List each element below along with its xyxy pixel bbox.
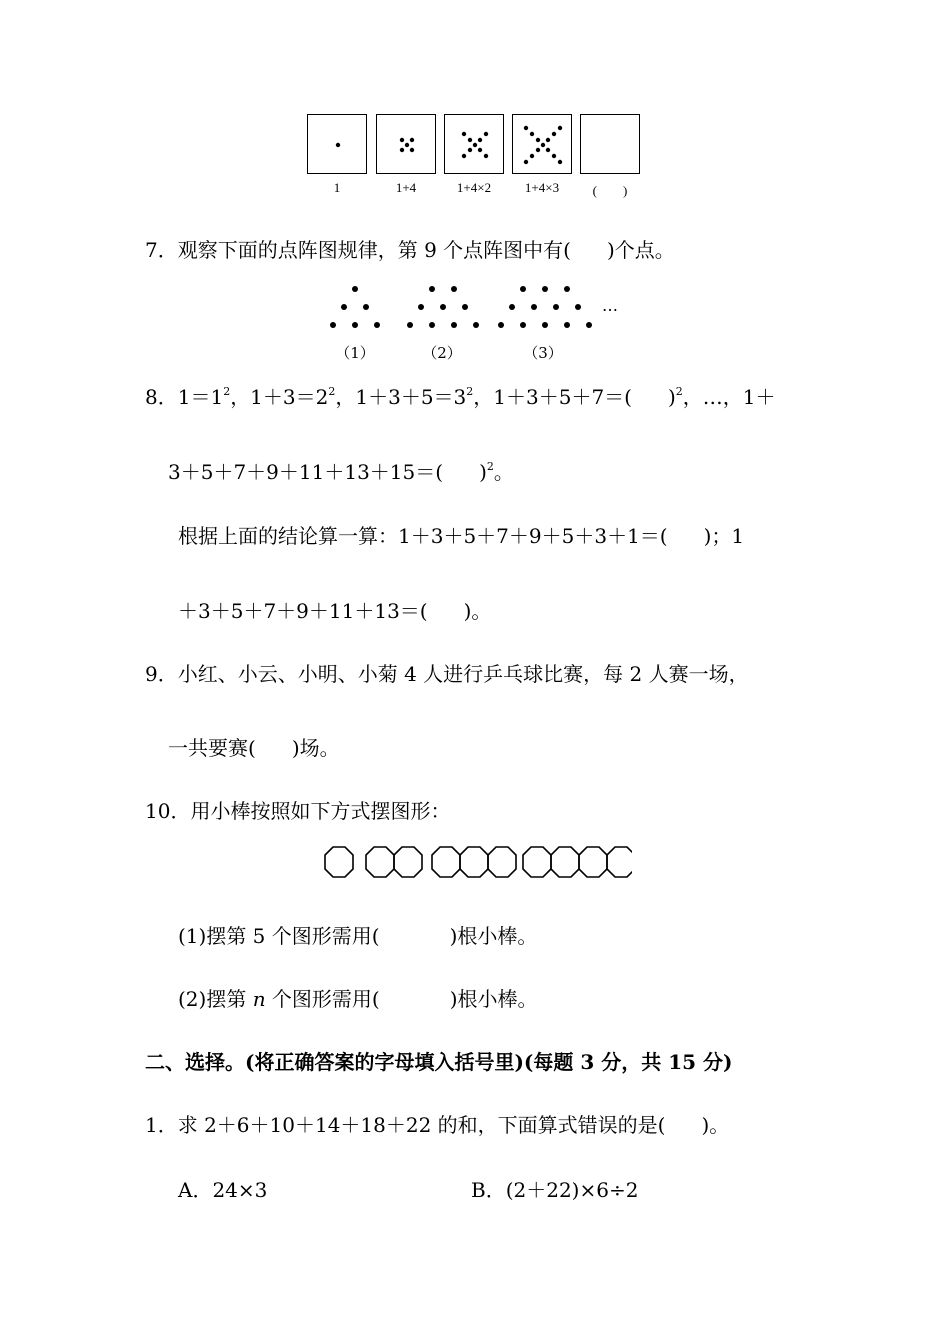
triangle-label-1: （1） [335,344,375,362]
octagon-fig1-1 [325,847,353,877]
q8-line-1 [145,383,776,411]
triangle-ellipsis: … [602,296,618,315]
q8-exp-2: 2 [328,385,336,398]
octagon-figure [322,845,632,881]
dot-caption-1: 1 [333,180,341,195]
dot-square-5-empty [580,114,640,174]
octagon-fig2-2 [394,847,422,877]
q8-l2-b: ) [479,460,487,484]
dot-caption-2: 1+4 [395,180,417,195]
dot-caption-4: 1+4×3 [524,180,560,195]
mc1-option-a[interactable]: A．24×3 [178,1178,268,1202]
q8-l3-b: )；1 [703,524,745,548]
q7-text-b: )个点。 [606,238,675,262]
q10-sub2-b: 个图形需用( [265,987,380,1011]
q7-text [145,236,675,264]
triangle-dot-patterns [320,280,630,340]
q8-l2-a: 3＋5＋7＋9＋11＋13＋15＝( [168,460,444,484]
octagon-fig4-4 [607,847,632,877]
dot-pattern-2 [377,115,437,175]
octagon-fig3-1 [432,847,460,877]
triangle-label-2: （2） [422,344,462,362]
octagon-fig3-2 [460,847,488,877]
q9-l2-b: )场。 [291,736,340,760]
mc1-question-b: )。 [701,1113,730,1137]
octagon-fig2-1 [366,847,394,877]
dot-caption-3: 1+4×2 [456,180,492,195]
octagon-fig4-1 [523,847,551,877]
dot-square-4 [512,114,572,174]
q8-l4-b: )。 [463,599,492,623]
q8-line-4 [178,597,491,625]
octagon-fig4-2 [551,847,579,877]
q8-l1-d: ，1＋3＋5＋7＝( [473,385,632,409]
q10-sub2-c: )根小棒。 [449,987,538,1011]
q9-line-2 [168,734,340,762]
q8-l3-a: 根据上面的结论算一算：1＋3＋5＋7＋9＋5＋3＋1＝( [178,524,668,548]
q8-line-2 [168,458,514,486]
q8-l2-c: 。 [493,460,514,484]
q10-sub1-a: (1)摆第 5 个图形需用( [178,924,380,948]
q10-title: 10．用小棒按照如下方式摆图形： [145,799,451,823]
q10-sub1-b: )根小棒。 [449,924,538,948]
dot-pattern-1 [308,115,368,175]
q8-l1-b: ，1＋3＝2 [230,385,329,409]
q8-l1-a: 8．1＝1 [145,385,224,409]
q8-line-3 [178,522,744,550]
triangle-pattern-1 [330,286,380,328]
q8-exp-3: 2 [466,385,474,398]
q10-sub2-a: (2)摆第 [178,987,253,1011]
octagon-fig3-3 [488,847,516,877]
q8-exp-4: 2 [675,385,683,398]
q8-l1-e: ) [667,385,676,409]
triangle-pattern-3 [498,286,592,328]
q9-line-1: 9．小红、小云、小明、小菊 4 人进行乒乓球比赛，每 2 人赛一场， [145,662,749,686]
q9-l2-a: 一共要赛( [168,736,256,760]
dot-square-1 [307,114,367,174]
q8-l4-a: ＋3＋5＋7＋9＋11＋13＝( [178,599,428,623]
q8-exp-1: 2 [223,385,231,398]
dot-caption-5: ( ) [592,183,628,198]
mc1-option-b[interactable]: B．(2＋22)×6÷2 [471,1178,639,1202]
q7-text-a: 7．观察下面的点阵图规律，第 9 个点阵图中有( [145,238,571,262]
q8-l1-f: ，…，1＋ [682,385,776,409]
dot-pattern-4 [513,115,573,175]
dot-pattern-3 [445,115,505,175]
triangle-label-3: （3） [523,344,563,362]
mc1-question-a: 1．求 2＋6＋10＋14＋18＋22 的和，下面算式错误的是( [145,1113,666,1137]
dot-square-2 [376,114,436,174]
octagon-fig4-3 [579,847,607,877]
q8-exp-5: 2 [486,460,494,473]
q10-sub-2 [178,985,538,1013]
q8-l1-c: ，1＋3＋5＝3 [335,385,467,409]
q10-variable-n: n [252,987,266,1011]
q10-sub-1 [178,922,537,950]
dot-square-3 [444,114,504,174]
triangle-pattern-2 [407,286,479,328]
section-2-heading: 二、选择。(将正确答案的字母填入括号里)(每题 3 分，共 15 分) [145,1050,733,1074]
mc1-question [145,1111,729,1139]
